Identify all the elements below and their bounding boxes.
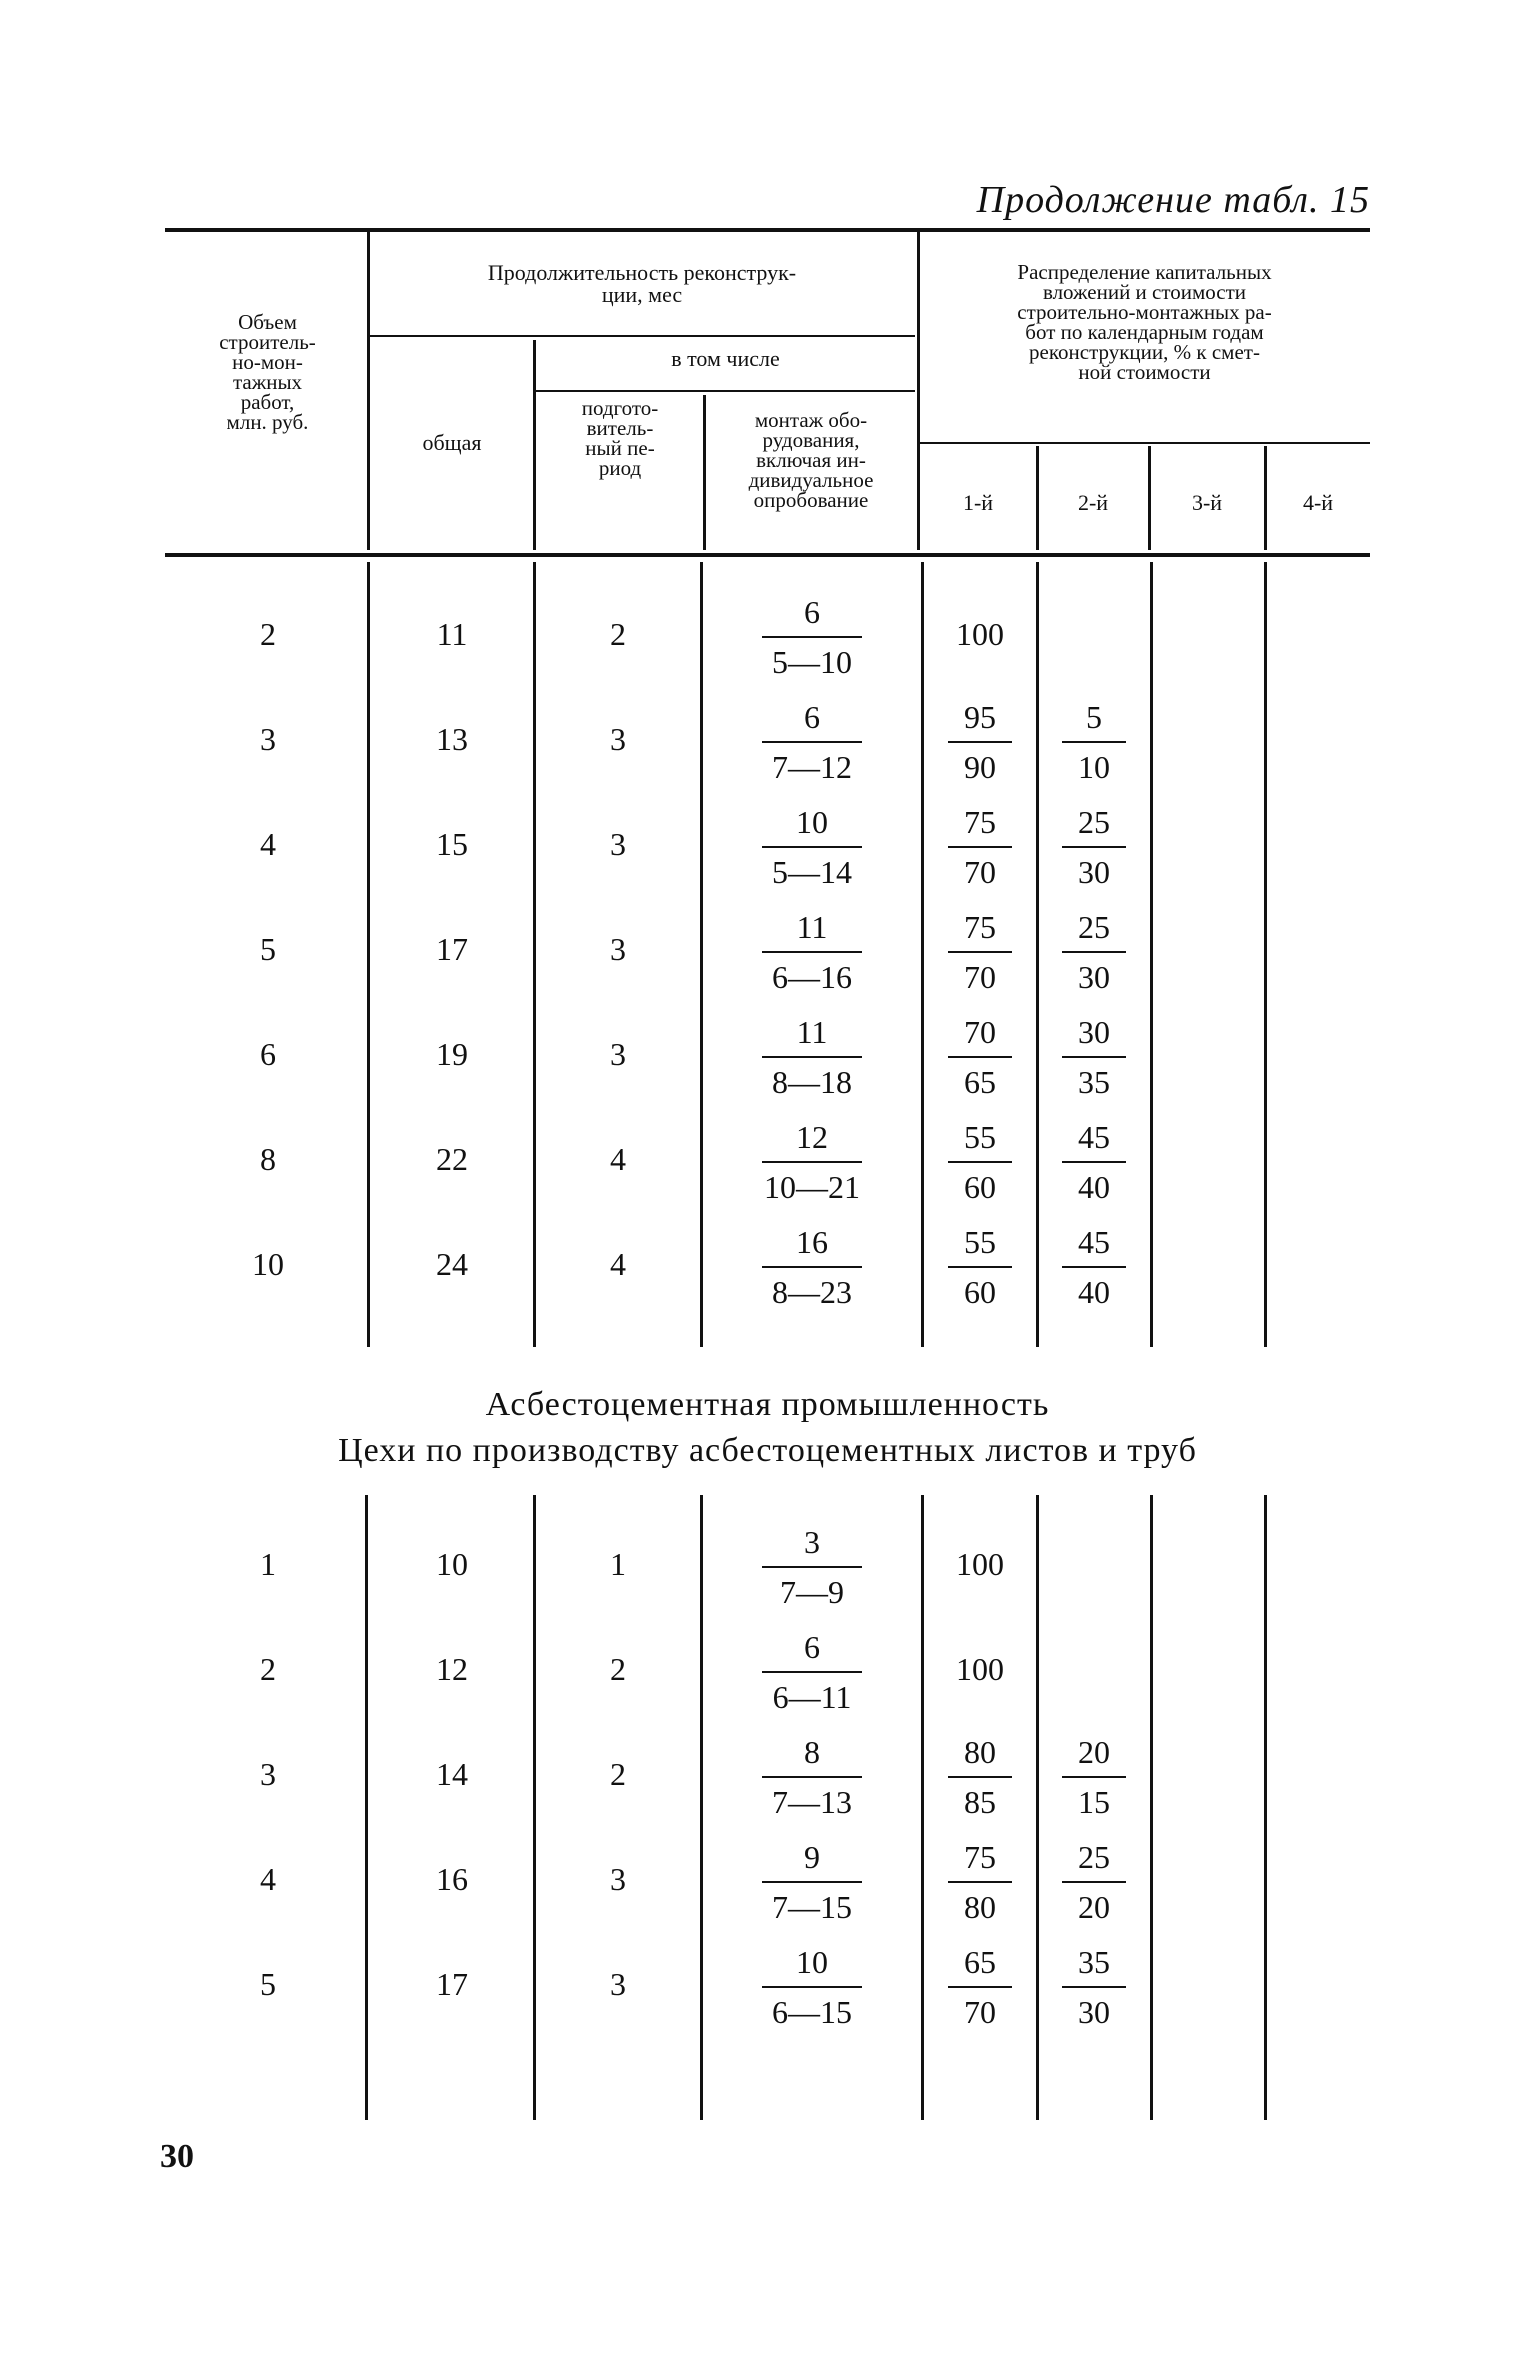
install-denominator: 7—13 xyxy=(772,1784,852,1820)
year1-top: 75 xyxy=(964,909,996,945)
continuation-title: Продолжение табл. 15 xyxy=(976,179,1370,221)
section2-subtitle: Цехи по производству асбестоцементных листов и труб xyxy=(338,1432,1197,1469)
year1-bottom: 85 xyxy=(964,1784,996,1820)
volume-cell: 8 xyxy=(260,1141,276,1177)
year2-top: 35 xyxy=(1078,1944,1110,1980)
install-numerator: 6 xyxy=(804,699,820,735)
header-year-3: 3-й xyxy=(1191,490,1223,515)
fraction-bar xyxy=(1062,1776,1126,1778)
year2-bottom: 10 xyxy=(1078,749,1110,785)
year2-fraction xyxy=(1014,1119,1174,1207)
body2-vline-1 xyxy=(365,1495,368,2120)
duration-underline xyxy=(370,335,915,337)
volume-cell: 2 xyxy=(260,1651,276,1687)
year1-cell: 100 xyxy=(956,1651,1004,1687)
install-numerator: 16 xyxy=(796,1224,828,1260)
volume-cell: 1 xyxy=(260,1546,276,1582)
year2-top: 45 xyxy=(1078,1224,1110,1260)
year1-top: 70 xyxy=(964,1014,996,1050)
year2-top: 30 xyxy=(1078,1014,1110,1050)
year2-top: 25 xyxy=(1078,804,1110,840)
prep-cell: 2 xyxy=(610,616,626,652)
year2-top: 25 xyxy=(1078,909,1110,945)
header-vline-7 xyxy=(1264,446,1267,550)
total-cell: 24 xyxy=(436,1246,468,1282)
header-install: монтаж обо- рудования, включая ин- дивидуальное опробование xyxy=(748,408,874,512)
prep-cell: 3 xyxy=(610,1861,626,1897)
prep-cell: 3 xyxy=(610,1966,626,2002)
install-denominator: 7—12 xyxy=(772,749,852,785)
header-total: общая xyxy=(422,430,482,455)
header-prep: подгото- витель- ный пе- риод xyxy=(581,396,659,480)
year1-top: 95 xyxy=(964,699,996,735)
year1-top: 75 xyxy=(964,804,996,840)
fraction-bar xyxy=(762,1266,862,1268)
fraction-bar xyxy=(1062,1056,1126,1058)
year2-bottom: 30 xyxy=(1078,854,1110,890)
fraction-bar xyxy=(762,951,862,953)
year1-top: 75 xyxy=(964,1839,996,1875)
install-fraction xyxy=(732,699,892,787)
year2-bottom: 30 xyxy=(1078,1994,1110,2030)
year2-bottom: 30 xyxy=(1078,959,1110,995)
header-bottom-rule xyxy=(165,553,1370,557)
install-fraction xyxy=(732,1839,892,1927)
fraction-bar xyxy=(1062,741,1126,743)
year1-bottom: 60 xyxy=(964,1169,996,1205)
body1-vline-7 xyxy=(1264,562,1267,1347)
prep-cell: 2 xyxy=(610,1651,626,1687)
year1-bottom: 90 xyxy=(964,749,996,785)
total-cell: 14 xyxy=(436,1756,468,1792)
total-cell: 16 xyxy=(436,1861,468,1897)
header-volume: Объем строитель- но-мон- тажных работ, млн. руб. xyxy=(219,310,316,434)
year2-bottom: 15 xyxy=(1078,1784,1110,1820)
fraction-bar xyxy=(948,1056,1012,1058)
prep-cell: 4 xyxy=(610,1246,626,1282)
body1-vline-1 xyxy=(367,562,370,1347)
install-fraction xyxy=(732,1944,892,2032)
install-numerator: 3 xyxy=(804,1524,820,1560)
prep-cell: 3 xyxy=(610,826,626,862)
volume-cell: 5 xyxy=(260,1966,276,2002)
year1-top: 55 xyxy=(964,1224,996,1260)
total-cell: 17 xyxy=(436,1966,468,2002)
install-fraction xyxy=(732,1224,892,1312)
header-vline-1 xyxy=(367,232,370,550)
fraction-bar xyxy=(762,1776,862,1778)
install-denominator: 10—21 xyxy=(764,1169,860,1205)
year1-bottom: 60 xyxy=(964,1274,996,1310)
fraction-bar xyxy=(1062,1881,1126,1883)
prep-cell: 2 xyxy=(610,1756,626,1792)
fraction-bar xyxy=(762,741,862,743)
year2-fraction xyxy=(1014,1944,1174,2032)
fraction-bar xyxy=(1062,1161,1126,1163)
fraction-bar xyxy=(762,1881,862,1883)
fraction-bar xyxy=(1062,846,1126,848)
fraction-bar xyxy=(762,1566,862,1568)
year2-fraction xyxy=(1014,1014,1174,1102)
section2-title: Асбестоцементная промышленность xyxy=(485,1386,1050,1423)
install-denominator: 8—18 xyxy=(772,1064,852,1100)
year1-top: 65 xyxy=(964,1944,996,1980)
install-fraction xyxy=(732,1629,892,1717)
install-numerator: 9 xyxy=(804,1839,820,1875)
volume-cell: 5 xyxy=(260,931,276,967)
header-year-1: 1-й xyxy=(962,490,994,515)
year1-bottom: 70 xyxy=(964,959,996,995)
total-cell: 17 xyxy=(436,931,468,967)
install-numerator: 11 xyxy=(796,1014,828,1050)
body2-vline-3 xyxy=(700,1495,703,2120)
year2-fraction xyxy=(1014,1839,1174,1927)
total-cell: 12 xyxy=(436,1651,468,1687)
fraction-bar xyxy=(762,846,862,848)
year2-fraction xyxy=(1014,804,1174,892)
fraction-bar xyxy=(948,1161,1012,1163)
install-denominator: 7—9 xyxy=(780,1574,844,1610)
year1-top: 55 xyxy=(964,1119,996,1155)
header-year-2: 2-й xyxy=(1077,490,1109,515)
year1-cell: 100 xyxy=(956,616,1004,652)
fraction-bar xyxy=(762,1986,862,1988)
header-year-4: 4-й xyxy=(1302,490,1334,515)
year2-bottom: 35 xyxy=(1078,1064,1110,1100)
install-fraction xyxy=(732,804,892,892)
fraction-bar xyxy=(762,1671,862,1673)
volume-cell: 3 xyxy=(260,1756,276,1792)
volume-cell: 2 xyxy=(260,616,276,652)
install-denominator: 6—16 xyxy=(772,959,852,995)
table-top-rule xyxy=(165,228,1370,232)
year1-bottom: 70 xyxy=(964,1994,996,2030)
install-denominator: 5—10 xyxy=(772,644,852,680)
fraction-bar xyxy=(948,1776,1012,1778)
total-cell: 13 xyxy=(436,721,468,757)
year1-top: 80 xyxy=(964,1734,996,1770)
year2-top: 20 xyxy=(1078,1734,1110,1770)
install-numerator: 6 xyxy=(804,594,820,630)
install-denominator: 7—15 xyxy=(772,1889,852,1925)
fraction-bar xyxy=(1062,1986,1126,1988)
header-distribution: Распределение капитальных вложений и стоимости строительно-монтажных ра- бот по календарным годам реконструкции, % к смет- ной стоимости xyxy=(1017,260,1272,384)
prep-cell: 3 xyxy=(610,931,626,967)
fraction-bar xyxy=(1062,1266,1126,1268)
install-numerator: 12 xyxy=(796,1119,828,1155)
header-vline-6 xyxy=(1148,446,1151,550)
page-number: 30 xyxy=(160,2138,194,2175)
prep-cell: 3 xyxy=(610,721,626,757)
fraction-bar xyxy=(948,1881,1012,1883)
body2-vline-2 xyxy=(533,1495,536,2120)
year2-bottom: 40 xyxy=(1078,1274,1110,1310)
year2-fraction xyxy=(1014,699,1174,787)
year2-top: 5 xyxy=(1086,699,1102,735)
volume-cell: 3 xyxy=(260,721,276,757)
year2-top: 25 xyxy=(1078,1839,1110,1875)
fraction-bar xyxy=(762,1161,862,1163)
header-vline-2 xyxy=(533,340,536,550)
prep-cell: 3 xyxy=(610,1036,626,1072)
total-cell: 19 xyxy=(436,1036,468,1072)
install-numerator: 11 xyxy=(796,909,828,945)
prep-cell: 1 xyxy=(610,1546,626,1582)
install-fraction xyxy=(732,1524,892,1612)
total-cell: 15 xyxy=(436,826,468,862)
fraction-bar xyxy=(948,846,1012,848)
volume-cell: 6 xyxy=(260,1036,276,1072)
fraction-bar xyxy=(762,1056,862,1058)
install-fraction xyxy=(732,909,892,997)
total-cell: 10 xyxy=(436,1546,468,1582)
year1-bottom: 65 xyxy=(964,1064,996,1100)
install-fraction xyxy=(732,1119,892,1207)
fraction-bar xyxy=(1062,951,1126,953)
year1-bottom: 80 xyxy=(964,1889,996,1925)
year2-fraction xyxy=(1014,1224,1174,1312)
header-vline-4 xyxy=(917,232,920,550)
volume-cell: 4 xyxy=(260,1861,276,1897)
year1-cell: 100 xyxy=(956,1546,1004,1582)
distribution-underline xyxy=(920,442,1370,444)
install-fraction xyxy=(732,1014,892,1102)
volume-cell: 10 xyxy=(252,1246,284,1282)
install-denominator: 8—23 xyxy=(772,1274,852,1310)
year2-bottom: 40 xyxy=(1078,1169,1110,1205)
body1-vline-3 xyxy=(700,562,703,1347)
total-cell: 22 xyxy=(436,1141,468,1177)
year2-top: 45 xyxy=(1078,1119,1110,1155)
install-denominator: 6—11 xyxy=(772,1679,852,1715)
year2-bottom: 20 xyxy=(1078,1889,1110,1925)
body2-vline-7 xyxy=(1264,1495,1267,2120)
year1-bottom: 70 xyxy=(964,854,996,890)
install-fraction xyxy=(732,594,892,682)
install-denominator: 5—14 xyxy=(772,854,852,890)
year2-fraction xyxy=(1014,1734,1174,1822)
fraction-bar xyxy=(948,951,1012,953)
prep-cell: 4 xyxy=(610,1141,626,1177)
header-vline-5 xyxy=(1036,446,1039,550)
fraction-bar xyxy=(948,741,1012,743)
fraction-bar xyxy=(948,1266,1012,1268)
fraction-bar xyxy=(948,1986,1012,1988)
body1-vline-2 xyxy=(533,562,536,1347)
install-fraction xyxy=(732,1734,892,1822)
install-numerator: 10 xyxy=(796,804,828,840)
install-numerator: 8 xyxy=(804,1734,820,1770)
install-denominator: 6—15 xyxy=(772,1994,852,2030)
volume-cell: 4 xyxy=(260,826,276,862)
header-duration: Продолжительность реконструк- ции, мес xyxy=(487,260,797,307)
install-numerator: 10 xyxy=(796,1944,828,1980)
total-cell: 11 xyxy=(436,616,468,652)
install-numerator: 6 xyxy=(804,1629,820,1665)
including-underline xyxy=(535,390,915,392)
header-including: в том числе xyxy=(671,346,780,371)
year2-fraction xyxy=(1014,909,1174,997)
fraction-bar xyxy=(762,636,862,638)
